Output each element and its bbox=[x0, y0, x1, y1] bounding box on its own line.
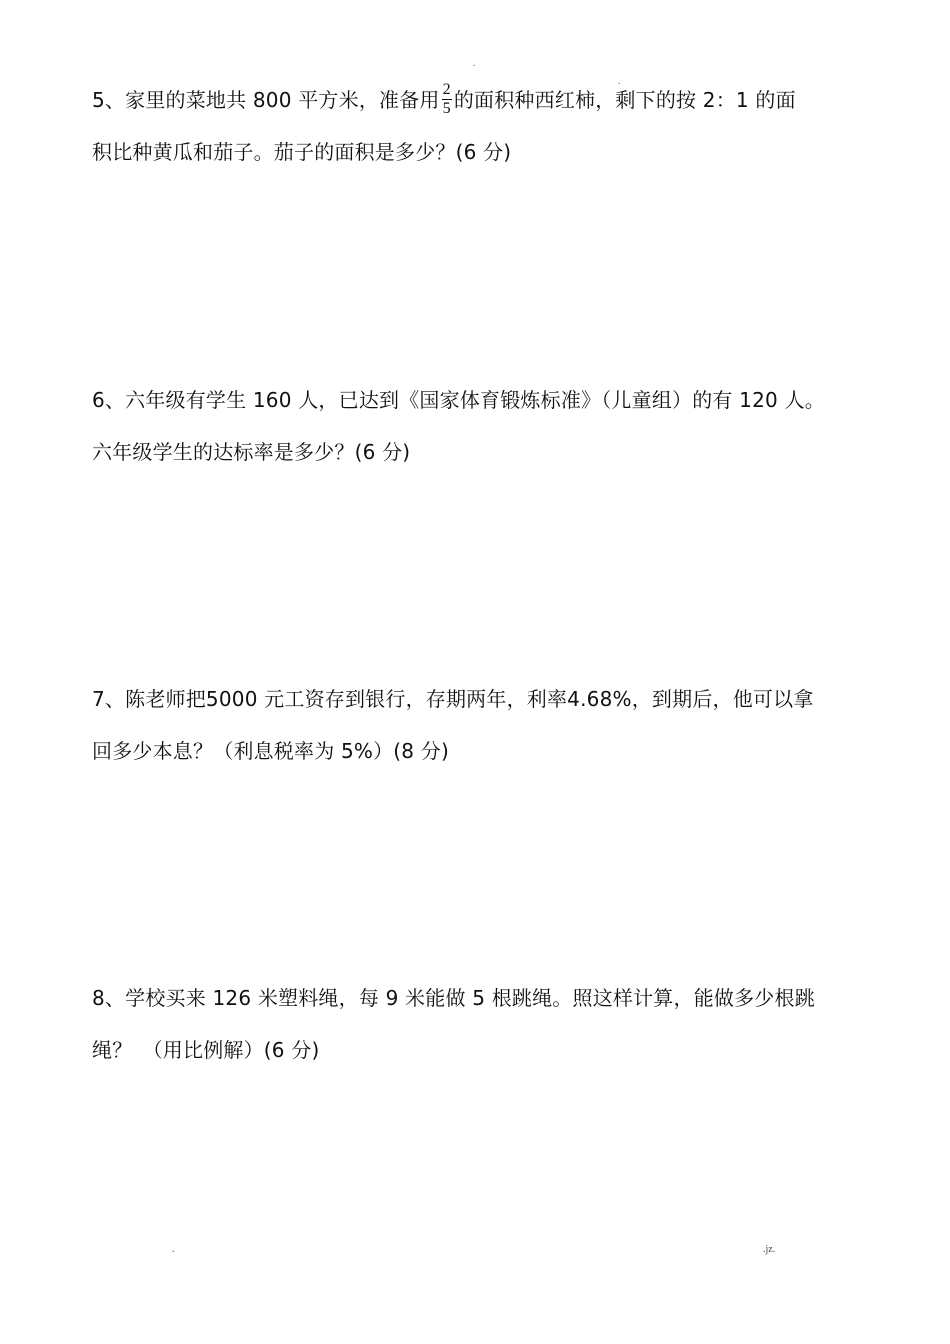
problem-5-text-after: 的面积种西红柿，剩下的按 2：1 的面 bbox=[453, 88, 796, 112]
header-dot-center: . bbox=[473, 58, 476, 68]
footer-page-mark: .jz. bbox=[763, 1244, 776, 1255]
problem-6 bbox=[92, 374, 872, 478]
problem-8 bbox=[92, 972, 872, 1076]
problem-8-line-2: 绳？ （用比例解）(6 分) bbox=[92, 1038, 320, 1062]
problem-5-line-2: 积比种黄瓜和茄子。茄子的面积是多少？(6 分) bbox=[92, 140, 512, 164]
problem-5-text-before: 5、家里的菜地共 800 平方米，准备用 bbox=[92, 88, 440, 112]
problem-7 bbox=[92, 673, 872, 777]
header-dot-right: . bbox=[618, 76, 621, 86]
fraction-denominator: 5 bbox=[442, 100, 451, 117]
problem-6-line-2: 六年级学生的达标率是多少？(6 分) bbox=[92, 440, 411, 464]
footer-dot-left: . bbox=[172, 1244, 175, 1255]
problem-5-line-1 bbox=[92, 74, 872, 126]
fraction-two-fifths bbox=[442, 81, 452, 118]
fraction-numerator: 2 bbox=[442, 81, 451, 98]
problem-6-line-1: 6、六年级有学生 160 人，已达到《国家体育锻炼标准》（儿童组）的有 120 人。 bbox=[92, 388, 825, 412]
problem-8-line-1: 8、学校买来 126 米塑料绳，每 9 米能做 5 根跳绳。照这样计算，能做多少根跳 bbox=[92, 986, 815, 1010]
problem-7-line-2: 回多少本息？（利息税率为 5%）(8 分) bbox=[92, 739, 449, 763]
problem-5 bbox=[92, 74, 872, 178]
problem-7-line-1: 7、陈老师把5000 元工资存到银行，存期两年，利率4.68%，到期后，他可以拿 bbox=[92, 687, 814, 711]
